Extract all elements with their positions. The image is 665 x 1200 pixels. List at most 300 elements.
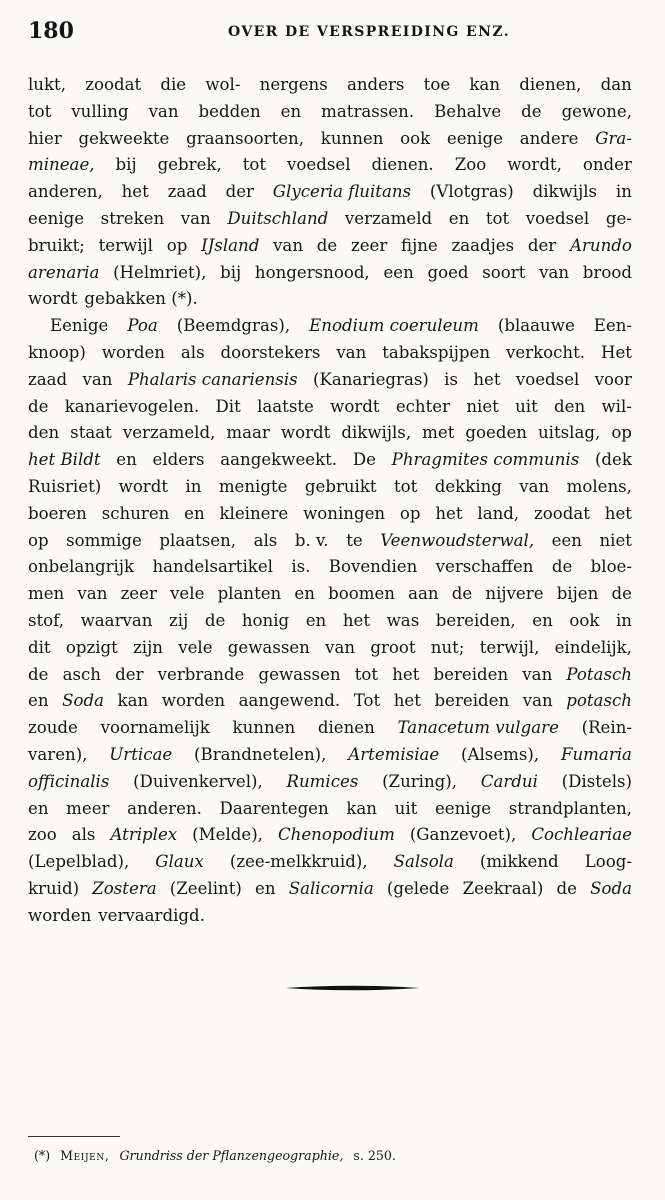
word: fijne (401, 235, 438, 255)
word: op (611, 423, 632, 443)
italic-word: arenaria (28, 262, 100, 282)
word: in (615, 182, 632, 202)
word: wol- (205, 75, 241, 94)
word: aan (408, 584, 439, 604)
word: boomen (328, 584, 395, 604)
word: dikwijls, (341, 423, 412, 443)
word: kunnen (320, 128, 384, 148)
word: een (551, 530, 582, 550)
word: op (399, 503, 421, 523)
word: (Vlotgras) (429, 182, 514, 202)
word: tot (485, 208, 510, 228)
word: (Helmriet), (113, 262, 207, 282)
word: van (273, 235, 304, 255)
text-line (28, 796, 632, 823)
word: andere (519, 128, 579, 148)
word: Een- (593, 316, 632, 336)
word: (Distels) (561, 771, 632, 791)
word: gebrek, (157, 155, 222, 175)
italic-word: Enodium coeruleum (309, 316, 479, 336)
footnote-marker: (*) (34, 1148, 51, 1163)
word: voor (594, 369, 632, 389)
footnote-page-ref: s. 250. (353, 1148, 396, 1163)
word: ook (400, 128, 431, 148)
word: van (522, 664, 553, 684)
word: kan (469, 75, 501, 94)
word: anderen, (28, 182, 103, 202)
word: van (148, 101, 179, 121)
italic-word: Fumaria (560, 744, 632, 764)
text-line (28, 367, 632, 394)
text-line (28, 581, 632, 608)
word: het (604, 503, 632, 523)
italic-word: Salicornia (288, 878, 374, 898)
word: verbrande (157, 664, 245, 684)
word: honig (241, 610, 290, 630)
word: dekking (434, 476, 502, 496)
word: brood (582, 262, 632, 282)
text-line (28, 99, 632, 126)
text-line (28, 233, 632, 260)
word: en (280, 101, 302, 121)
text-line (28, 179, 632, 206)
word: (Duivenkervel), (133, 771, 263, 791)
word: in (616, 610, 632, 630)
word: van (522, 691, 553, 711)
word: de (316, 235, 338, 255)
italic-word: officinalis (28, 771, 110, 791)
word: niet (466, 396, 499, 416)
word: vele (170, 584, 205, 604)
text-line (28, 420, 632, 447)
word: van (519, 476, 550, 496)
text-line (28, 662, 632, 689)
text-line (28, 822, 632, 849)
italic-word: Urticae (109, 744, 173, 764)
text-line (28, 260, 632, 287)
word: verzameld (344, 208, 433, 228)
word: Ruisriet) (28, 476, 102, 496)
word: Loog- (584, 852, 632, 872)
word: vulling (71, 101, 129, 121)
word: als (71, 825, 96, 845)
word: gewassen (258, 664, 341, 684)
word: als (180, 342, 205, 362)
word: knoop) (28, 342, 86, 362)
word: wordt (280, 423, 331, 443)
word: (Melde), (192, 825, 263, 845)
word: menigte (218, 476, 288, 496)
italic-word: Soda (590, 878, 632, 898)
word: dan (600, 75, 632, 94)
word: wordt (330, 396, 380, 416)
italic-word: Phragmites communis (391, 450, 580, 470)
word: verkocht. (505, 342, 586, 362)
word: plaatsen, (159, 530, 237, 550)
italic-word: Tanacetum vulgare (397, 718, 559, 738)
word: den (554, 396, 586, 416)
word: der (225, 182, 254, 202)
word: De (352, 450, 376, 470)
word: dit (28, 637, 51, 657)
text-line (28, 608, 632, 635)
word: is (444, 369, 458, 389)
word: kruid) (28, 878, 80, 898)
word: tot (393, 476, 418, 496)
word: gekweekte (78, 128, 170, 148)
word: elders (152, 450, 205, 470)
word: onbelangrijk (28, 557, 135, 577)
word: het (473, 369, 501, 389)
word: meer (66, 798, 110, 818)
word: asch (62, 664, 101, 684)
word: boeren (28, 503, 87, 523)
word: van (77, 584, 108, 604)
italic-word: Glyceria fluitans (272, 182, 412, 202)
footnote-author: Meijen, (60, 1148, 110, 1163)
word: terwijl (98, 235, 153, 255)
word: (Zuring), (382, 771, 458, 791)
word: Eenige (50, 316, 109, 336)
italic-word: Glaux (155, 852, 204, 872)
word: van (336, 342, 367, 362)
word: verzameld, (122, 423, 216, 443)
word: wil- (601, 396, 632, 416)
word: de (611, 584, 632, 604)
word: Daarentegen (219, 798, 329, 818)
word: bij (220, 262, 242, 282)
word: wordt (28, 289, 78, 309)
word: woningen (303, 503, 386, 523)
word: kan (346, 798, 377, 818)
word: de (556, 878, 577, 898)
word: doorstekers (220, 342, 321, 362)
section-ornament (285, 981, 420, 995)
word: zijn (133, 637, 163, 657)
word: en (255, 878, 276, 898)
word: en (28, 798, 49, 818)
word: planten (217, 584, 282, 604)
footnote-rule (28, 1136, 120, 1137)
word: dienen. (371, 155, 434, 175)
word: gewone, (561, 101, 632, 121)
word: graansoorten, (186, 128, 305, 148)
word: b. v. (294, 530, 329, 550)
text-line (28, 501, 632, 528)
word: het (393, 691, 421, 711)
word: (Zeelint) (169, 878, 242, 898)
word: en (184, 503, 205, 523)
word: zoodat (85, 75, 142, 94)
word: Behalve (434, 101, 502, 121)
word: nut; (430, 637, 465, 657)
word: (mikkend (479, 852, 559, 872)
word: opzigt (65, 637, 118, 657)
word: lukt, (28, 75, 66, 94)
word: op (28, 530, 49, 550)
word: tot (354, 664, 379, 684)
word: zij (169, 610, 189, 630)
text-line (28, 554, 632, 581)
italic-word: Poa (127, 316, 158, 336)
italic-word: Phalaris canariensis (127, 369, 298, 389)
word: laatste (257, 396, 314, 416)
word: gewassen (227, 637, 310, 657)
word: het (121, 182, 149, 202)
footnote (34, 1148, 402, 1163)
word: schuren (101, 503, 170, 523)
page-number: 180 (28, 18, 74, 44)
word: anderen. (127, 798, 202, 818)
word: stof, (28, 610, 64, 630)
word: tot (242, 155, 267, 175)
italic-word: Potasch (566, 664, 632, 684)
word: voedsel (287, 155, 351, 175)
word: anders (346, 75, 405, 94)
word: soort (482, 262, 526, 282)
text-line (28, 849, 632, 876)
word: molens, (566, 476, 632, 496)
text-line (28, 715, 632, 742)
word: dikwijls (532, 182, 598, 202)
text-line (28, 769, 632, 796)
word: aangekweekt. (220, 450, 338, 470)
italic-word: Atriplex (110, 825, 178, 845)
italic-word: Gra- (595, 128, 632, 148)
text-line (28, 474, 632, 501)
word: Het (600, 342, 632, 362)
word: (Ganzevoet), (409, 825, 517, 845)
word: varen), (28, 744, 88, 764)
word: en (305, 610, 327, 630)
word: bruikt; (28, 235, 85, 255)
word: land, (477, 503, 520, 523)
text-line (28, 528, 632, 555)
italic-word: Rumices (286, 771, 359, 791)
word: was (386, 610, 420, 630)
word: is. (291, 557, 311, 577)
word: zaadjes (451, 235, 515, 255)
word: (zee-melkkruid), (229, 852, 368, 872)
word: Zeekraal) (462, 878, 544, 898)
word: het (342, 610, 371, 630)
word: ge- (605, 208, 632, 228)
word: worden (161, 691, 226, 711)
word: dienen (317, 718, 375, 738)
word: staat (70, 423, 112, 443)
text-line (28, 447, 632, 474)
word: goeden (465, 423, 527, 443)
word: van (180, 208, 211, 228)
word: zeer (350, 235, 388, 255)
word: goed (427, 262, 469, 282)
word: een (383, 262, 414, 282)
word: tot (28, 101, 52, 121)
word: wordt, (507, 155, 562, 175)
italic-word: Cardui (480, 771, 538, 791)
word: (Rein- (581, 718, 632, 738)
italic-word: Artemisiae (348, 744, 440, 764)
body-text (28, 72, 632, 930)
word: voedsel (515, 369, 580, 389)
word: den (28, 423, 60, 443)
word: en (116, 450, 137, 470)
word: en (532, 610, 553, 630)
word: van (539, 262, 570, 282)
word: bloe- (590, 557, 632, 577)
word: Tot (353, 691, 381, 711)
text-line (28, 635, 632, 662)
word: hongersnood, (254, 262, 370, 282)
word: echter (395, 396, 451, 416)
word: zoodat (534, 503, 590, 523)
word: worden (28, 905, 92, 925)
word: tabakspijpen (382, 342, 491, 362)
word: eenige (28, 208, 85, 228)
word: groot (370, 637, 416, 657)
word: terwijl, (479, 637, 540, 657)
word: (Alsems), (461, 744, 540, 764)
word: (Brandnetelen), (194, 744, 327, 764)
word: met (422, 423, 455, 443)
word: uit (515, 396, 538, 416)
word: der (527, 235, 557, 255)
word: (dek (594, 450, 632, 470)
word: zoude (28, 718, 78, 738)
word: sommige (66, 530, 142, 550)
italic-word: Duitschland (227, 208, 329, 228)
word: bereiden (434, 691, 510, 711)
italic-word: het Bildt (28, 450, 101, 470)
word: van (325, 637, 356, 657)
italic-word: potasch (566, 691, 632, 711)
word: zaad (167, 182, 207, 202)
word: en (294, 584, 315, 604)
text-line (28, 126, 632, 153)
text-line (28, 876, 632, 903)
word: eenige (446, 128, 503, 148)
word: voornamelijk (100, 718, 210, 738)
text-line (28, 286, 632, 313)
italic-word: Zostera (92, 878, 157, 898)
italic-word: IJsland (201, 235, 260, 255)
word: men (28, 584, 65, 604)
word: wordt (118, 476, 169, 496)
word: Zoo (454, 155, 487, 175)
text-line (28, 903, 632, 930)
word: worden (101, 342, 165, 362)
word: toe (423, 75, 451, 94)
text-line (28, 688, 632, 715)
running-head: OVER DE VERSPREIDING ENZ. (228, 24, 510, 40)
word: streken (100, 208, 165, 228)
italic-word: mineae, (28, 155, 95, 175)
word: uitslag, (538, 423, 601, 443)
word: (Lepelblad), (28, 852, 130, 872)
word: als (253, 530, 278, 550)
word: uit (394, 798, 418, 818)
italic-word: Veenwoudsterwal, (380, 530, 535, 550)
word: bereiden (433, 664, 509, 684)
word: hier (28, 128, 62, 148)
word: Dit (215, 396, 241, 416)
italic-word: Chenopodium (277, 825, 395, 845)
word: het (435, 503, 463, 523)
word: dienen, (519, 75, 582, 94)
word: de (28, 664, 49, 684)
word: gebruikt (304, 476, 377, 496)
word: bij (115, 155, 137, 175)
word: zoo (28, 825, 57, 845)
text-line (28, 340, 632, 367)
text-line (28, 206, 632, 233)
word: vele (178, 637, 213, 657)
word: de (204, 610, 226, 630)
word: bereiden, (435, 610, 516, 630)
word: te (346, 530, 363, 550)
word: aangewend. (238, 691, 341, 711)
word: Bovendien (328, 557, 418, 577)
word: kunnen (232, 718, 296, 738)
word: die (160, 75, 187, 94)
page-header (28, 18, 638, 48)
text-line (28, 742, 632, 769)
word: der (115, 664, 144, 684)
word: nergens (259, 75, 328, 94)
word: kanarievogelen. (64, 396, 200, 416)
word: de (28, 396, 49, 416)
word: de (521, 101, 542, 121)
word: zeer (120, 584, 157, 604)
word: zaad (28, 369, 68, 389)
word: kleinere (219, 503, 289, 523)
word: strandplanten, (508, 798, 632, 818)
text-line (28, 152, 632, 179)
word: vervaardigd. (98, 905, 205, 925)
word: de (551, 557, 573, 577)
word: ook (569, 610, 600, 630)
word: niet (599, 530, 632, 550)
word: (Kanariegras) (312, 369, 429, 389)
word: (Beemdgras), (176, 316, 291, 336)
word: handelsartikel (152, 557, 273, 577)
word: bijen (556, 584, 599, 604)
word: kan (117, 691, 149, 711)
word: en (448, 208, 470, 228)
word: bedden (198, 101, 261, 121)
word: gebakken (*). (84, 289, 198, 309)
word: eindelijk, (554, 637, 632, 657)
word: in (185, 476, 202, 496)
italic-word: Salsola (393, 852, 454, 872)
footnote-title: Grundriss der Pflanzengeographie, (119, 1148, 344, 1163)
text-line (28, 394, 632, 421)
word: waarvan (80, 610, 153, 630)
word: (blaauwe (497, 316, 575, 336)
word: op (166, 235, 188, 255)
word: onder (582, 155, 632, 175)
word: van (82, 369, 113, 389)
word: het (392, 664, 420, 684)
word: maar (226, 423, 270, 443)
word: voedsel (525, 208, 590, 228)
italic-word: Arundo (569, 235, 632, 255)
word: (gelede (386, 878, 450, 898)
word: verschaffen (435, 557, 534, 577)
word: de (451, 584, 473, 604)
word: nijvere (485, 584, 544, 604)
word: matrassen. (321, 101, 415, 121)
